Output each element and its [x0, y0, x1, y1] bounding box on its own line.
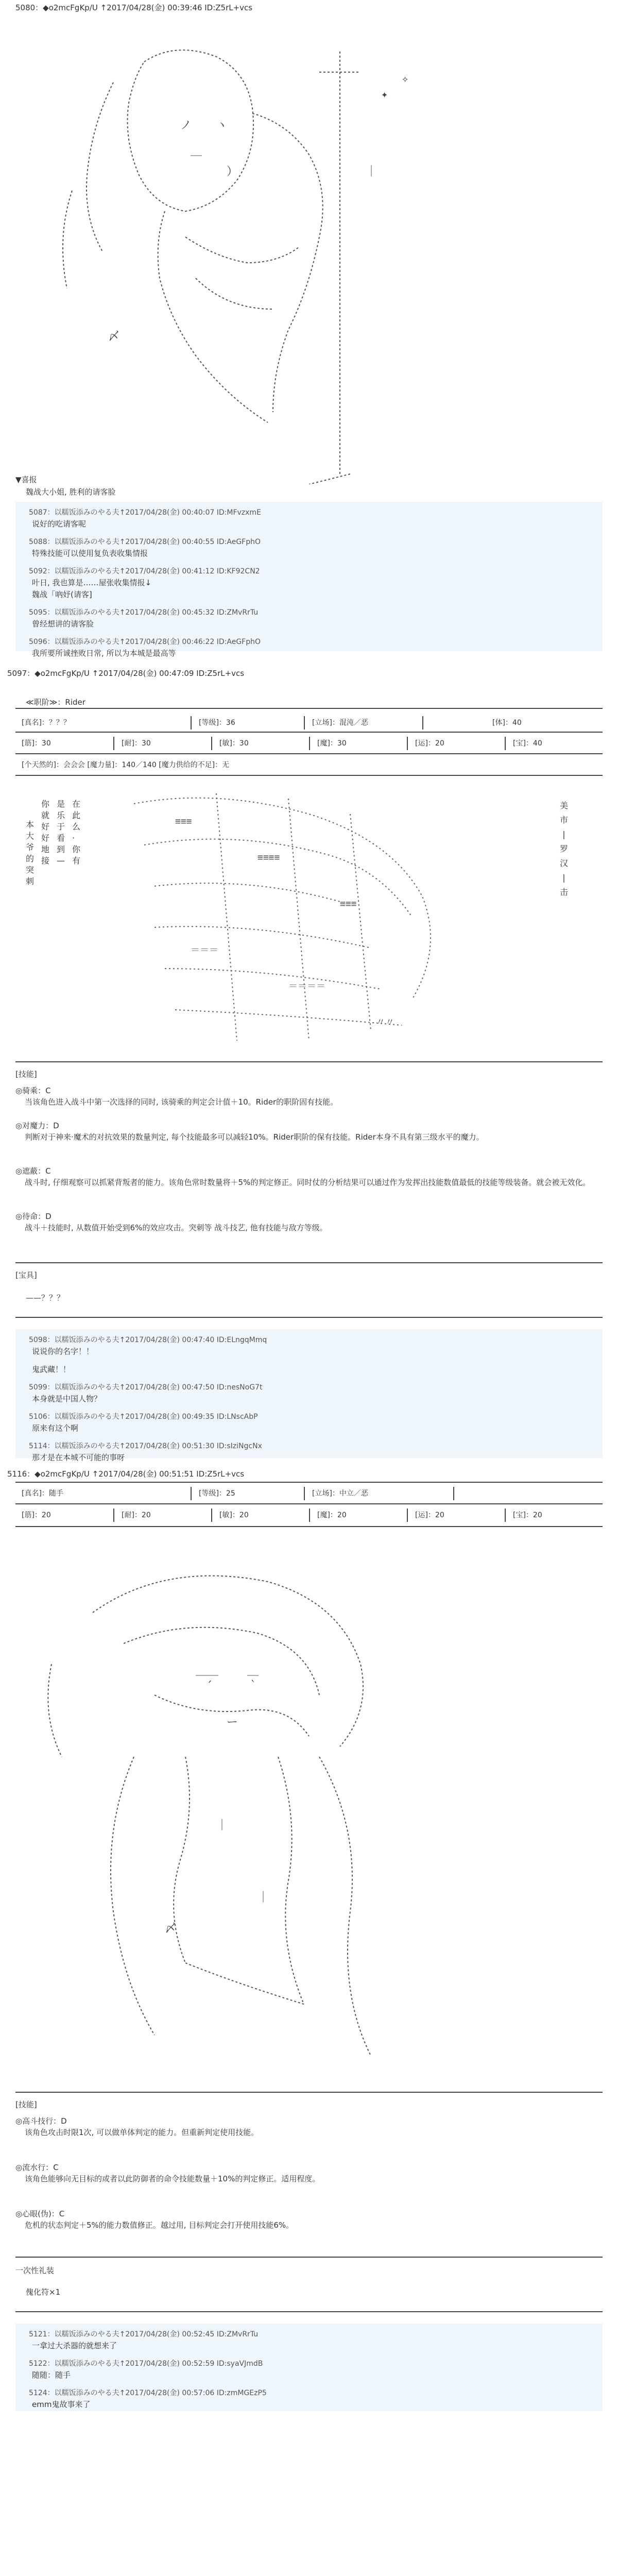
- divider: [211, 1509, 212, 1522]
- char: 在: [72, 799, 81, 809]
- skill-desc: 该角色能够向无目标的或者以此防御者的命令技能数量＋10%的判定修正。适用程度。: [25, 2174, 320, 2183]
- divider: [211, 737, 212, 750]
- divider: [309, 1509, 310, 1522]
- svg-text:｀: ｀: [247, 1680, 259, 1693]
- reply-body: 魏战「吶妤(请客]: [32, 590, 92, 599]
- reply-body: 说好的吃请客呢: [32, 519, 87, 529]
- char: 地: [41, 844, 50, 854]
- char: 汉: [559, 858, 568, 868]
- char: 是: [57, 799, 65, 809]
- char: |: [562, 873, 565, 883]
- noble2-text: 傀化符×1: [26, 2287, 61, 2297]
- char: 罗: [559, 844, 568, 854]
- divider: [15, 1262, 603, 1263]
- svg-text:＿: ＿: [247, 1665, 259, 1677]
- skill-name: ◎高斗技行：D: [15, 2116, 67, 2126]
- reply-body: 说说你的名字！！: [32, 1347, 94, 1356]
- divider: [407, 1509, 408, 1522]
- skill-desc: 判断对于神来·魔术的对抗效果的数量判定, 每个技能最多可以减轻10%。Rider职阶的保有技能。Rider本身不具有第三级水平的魔力。: [25, 1132, 484, 1142]
- reply-meta: 5099：以糯饭添みのやる夫↑2017/04/28(金) 00:47:50 ID:nesNoG7t: [29, 1383, 263, 1392]
- divider: [15, 1503, 603, 1504]
- reply-body: 叶日, 我也算是……屋张收集情报↓: [32, 578, 152, 587]
- stat2-row-2: [15, 1506, 603, 1524]
- noble2-title: 一次性礼装: [15, 2266, 55, 2275]
- reply-meta: 5121：以糯饭添みのやる夫↑2017/04/28(金) 00:52:45 ID:ZMvRrTu: [29, 2330, 259, 2338]
- char: 突: [26, 865, 35, 875]
- svg-text:´: ´: [206, 1680, 213, 1693]
- skill-name: ◎对魔力：D: [15, 1121, 59, 1130]
- svg-text:＿: ＿: [191, 145, 202, 158]
- reply-meta: 5087：以糯饭添みのやる夫↑2017/04/28(金) 00:40:07 ID:MFvzxmE: [29, 509, 261, 517]
- divider: [15, 708, 603, 709]
- skill-desc: 危机的状态判定＋5%的能力数值修正。越过用, 目标判定会打开使用技能6%。: [25, 2221, 294, 2230]
- svg-text:｜: ｜: [216, 1819, 228, 1832]
- svg-text:≡≡≡≡: ≡≡≡≡: [258, 852, 280, 863]
- reply-body: 特殊技能可以使用复负表收集情报: [32, 549, 148, 558]
- char: ·: [72, 833, 75, 843]
- divider: [505, 737, 506, 750]
- char: 么: [72, 822, 81, 832]
- stat-np: [宝]：40: [513, 739, 542, 748]
- divider: [15, 775, 603, 776]
- stat-end: [耐]：30: [122, 739, 151, 748]
- reply-block-3: [15, 2324, 603, 2411]
- stat2-row-1: [15, 1485, 603, 1502]
- stat-end: [耐]：20: [122, 1511, 151, 1519]
- skill-name: ◎遮蔽：C: [15, 1166, 51, 1176]
- skill-name: ◎待命：D: [15, 1212, 52, 1221]
- stat-row-1: [15, 714, 603, 732]
- stat-truename: [真名]：随手: [22, 1489, 63, 1498]
- divider: [505, 1509, 506, 1522]
- char: 此: [72, 810, 81, 820]
- svg-text:｜: ｜: [366, 165, 377, 178]
- svg-text:＝＝＝＝: ＝＝＝＝: [288, 981, 325, 992]
- skill-4: [15, 1211, 603, 1233]
- char: 接: [41, 856, 50, 866]
- char: 你: [41, 799, 50, 809]
- stat-str: [筋]：30: [22, 739, 51, 748]
- reply-body: 鬼武藏！！: [32, 1365, 71, 1374]
- skill2-3: [15, 2208, 603, 2231]
- post-header-5097: 5097：◆o2mcFgKp/U ↑2017/04/28(金) 00:47:09 ID:Z5rL+vcs: [7, 669, 245, 678]
- skill-3: [15, 1165, 603, 1188]
- reply-meta: 5092：以糯饭添みのやる夫↑2017/04/28(金) 00:41:12 ID:KF92CN2: [29, 567, 260, 575]
- skill2-2: [15, 2162, 603, 2184]
- reply-body: 我所要所诚挫败日常, 所以为本城是最高等: [32, 649, 176, 658]
- reply-body: 那才是在本城不可能的事呀: [32, 1453, 125, 1462]
- char: 刺: [26, 876, 35, 886]
- ascii-art-figure-1: [31, 21, 453, 484]
- reply-meta: 5124：以糯饭添みのやる夫↑2017/04/28(金) 00:57:06 ID:zmMGEzP5: [29, 2389, 267, 2397]
- skill-desc: 战斗＋技能时, 从数值开始受到6%的效应攻击。突刺等 战斗技艺, 他有技能与敌方等级。: [25, 1223, 328, 1232]
- svg-text:≡≡≡: ≡≡≡: [175, 816, 192, 827]
- divider: [15, 1317, 603, 1318]
- divider: [113, 737, 114, 750]
- stat-np: [宝]：20: [513, 1511, 542, 1519]
- char: 你: [72, 844, 81, 854]
- noble-text: ——？？？: [26, 1293, 65, 1302]
- char: 美: [559, 801, 568, 810]
- divider: [191, 716, 192, 730]
- svg-text:）: ）: [227, 165, 238, 178]
- ascii-art-battle-scene: [21, 783, 536, 1051]
- stat-row-3: [15, 756, 603, 774]
- reply-meta: 5106：以糯饭添みのやる夫↑2017/04/28(金) 00:49:35 ID:LNscAbP: [29, 1413, 258, 1421]
- divider: [15, 753, 603, 754]
- stat-mana: [个天然的]：会会会 [魔力量]：140／140 [魔力供给的不足]：无: [22, 761, 230, 769]
- char: 于: [57, 822, 65, 832]
- skill-name: ◎骑乘：C: [15, 1086, 51, 1095]
- divider: [304, 716, 305, 730]
- skill-name: ◎流水行：C: [15, 2163, 59, 2172]
- char: —: [57, 856, 65, 866]
- divider: [407, 737, 408, 750]
- svg-text:＿＿: ＿＿: [196, 1665, 219, 1677]
- skill-desc: 战斗时, 仔细观察可以抓紧背叛者的能力。该角色常时数量将＋5%的判定修正。同时仗的分析结果可以通过作为发挥出技能数值最低的技能等级装备。就会被无效化。: [25, 1178, 591, 1187]
- char: |: [562, 829, 565, 839]
- reply-block-2: [15, 1329, 603, 1462]
- skill-name: ◎心眼(伪)：C: [15, 2209, 65, 2218]
- post-header-5116: 5116：◆o2mcFgKp/U ↑2017/04/28(金) 00:51:51 ID:Z5rL+vcs: [7, 1469, 245, 1479]
- reply-meta: 5098：以糯饭添みのやる夫↑2017/04/28(金) 00:47:40 ID:ELngqMmq: [29, 1336, 267, 1344]
- stat-mag: [魔]：30: [317, 739, 347, 748]
- skills2-title: [技能]: [15, 2100, 37, 2109]
- reply-meta: 5114：以糯饭添みのやる夫↑2017/04/28(金) 00:51:30 ID:sIziNgcNx: [29, 1442, 262, 1450]
- intel-text: 魏战大小姐, 胜利的请客脸: [26, 487, 116, 497]
- divider: [453, 1487, 454, 1500]
- char: 市: [559, 815, 568, 825]
- reply-body: 曾经想讲的请客脸: [32, 619, 94, 629]
- svg-text:✦: ✦: [381, 88, 388, 101]
- svg-text:ー: ー: [227, 1716, 238, 1729]
- skill-desc: 该角色攻击时限1次, 可以做单体判定的能力。但重新判定使用技能。: [25, 2128, 259, 2137]
- noble-title: [宝具]: [15, 1270, 37, 1280]
- char: 大: [26, 831, 35, 841]
- skill-desc: 当该角色进入战斗中第一次选择的同时, 该骑乘的判定会计值＋10。Rider的职阶固有技能。: [25, 1097, 338, 1107]
- svg-text:≡≡≡: ≡≡≡: [340, 899, 357, 909]
- stat-alignment: [立场]：中立／恶: [312, 1489, 368, 1498]
- reply-meta: 5088：以糯饭添みのやる夫↑2017/04/28(金) 00:40:55 ID:AeGFphO: [29, 538, 261, 546]
- reply-body: emm鬼故事来了: [32, 2400, 91, 2409]
- svg-text:〃〃: 〃〃: [376, 1017, 394, 1028]
- svg-text:✧: ✧: [402, 73, 409, 86]
- svg-text:〆: 〆: [108, 330, 120, 343]
- skill-1: [15, 1085, 603, 1108]
- reply-body: 随随：随手: [32, 2370, 71, 2380]
- char: 击: [559, 887, 568, 897]
- char: 好: [41, 833, 50, 843]
- divider: [15, 1482, 603, 1483]
- svg-text:｜: ｜: [258, 1891, 269, 1904]
- reply-meta: 5096：以糯饭添みのやる夫↑2017/04/28(金) 00:46:22 ID:AeGFphO: [29, 638, 261, 646]
- class-title: ≪职阶≫：Rider: [26, 698, 85, 707]
- reply-body: 一拿过大杀器的就想来了: [32, 2341, 117, 2350]
- char: 有: [72, 856, 81, 866]
- reply-meta: 5095：以糯饭添みのやる夫↑2017/04/28(金) 00:45:32 ID:ZMvRrTu: [29, 608, 259, 617]
- svg-text:〆: 〆: [165, 1922, 177, 1935]
- svg-text:ヽ: ヽ: [216, 119, 228, 132]
- divider: [422, 716, 423, 730]
- char: 就: [41, 810, 50, 820]
- divider: [15, 2311, 603, 2312]
- skill2-1: [15, 2115, 603, 2138]
- stat-str: [筋]：20: [22, 1511, 51, 1519]
- post-header-5080: 5080：◆o2mcFgKp/U ↑2017/04/28(金) 00:39:46 ID:Z5rL+vcs: [15, 3, 253, 12]
- stat-body: [体]：40: [492, 719, 522, 727]
- divider: [304, 1487, 305, 1500]
- stat-level: [等级]：25: [199, 1489, 235, 1498]
- intel-title: ▼喜报: [15, 475, 37, 484]
- divider: [191, 1487, 192, 1500]
- svg-text:＝＝＝: ＝＝＝: [191, 945, 218, 956]
- divider: [15, 2257, 603, 2258]
- divider: [113, 1509, 114, 1522]
- stat-agi: [敏]：20: [219, 1511, 249, 1519]
- char: 到: [57, 844, 65, 854]
- char: 好: [41, 822, 50, 832]
- divider: [15, 2092, 603, 2093]
- stat-agi: [敏]：30: [219, 739, 249, 748]
- reply-meta: 5122：以糯饭添みのやる夫↑2017/04/28(金) 00:52:59 ID:syaVJmdB: [29, 2360, 263, 2368]
- char: 本: [26, 820, 35, 829]
- reply-block-1: [15, 502, 603, 658]
- stat-row-2: [15, 735, 603, 752]
- stat-alignment: [立场]：混沌／恶: [312, 719, 368, 727]
- char: 的: [26, 854, 35, 863]
- stat-luck: [运]：20: [415, 739, 444, 748]
- divider: [309, 737, 310, 750]
- reply-body: 本身就是中国人物？: [32, 1394, 102, 1403]
- skill-2: [15, 1120, 603, 1143]
- char: 乐: [57, 810, 65, 820]
- reply-body: 原来有这个啊: [32, 1423, 79, 1433]
- divider: [15, 732, 603, 733]
- skills-title: [技能]: [15, 1070, 37, 1079]
- ascii-side-text-right: [556, 799, 572, 900]
- svg-text:ノ: ノ: [180, 119, 192, 132]
- stat-mag: [魔]：20: [317, 1511, 347, 1519]
- char: 看: [57, 833, 65, 843]
- ascii-art-figure-2: [31, 1540, 422, 2081]
- stat-luck: [运]：20: [415, 1511, 444, 1519]
- char: 爷: [26, 842, 35, 852]
- divider: [15, 1526, 603, 1527]
- divider: [15, 1061, 603, 1062]
- stat-truename: [真名]：？？？: [22, 719, 71, 727]
- stat-level: [等级]：36: [199, 719, 235, 727]
